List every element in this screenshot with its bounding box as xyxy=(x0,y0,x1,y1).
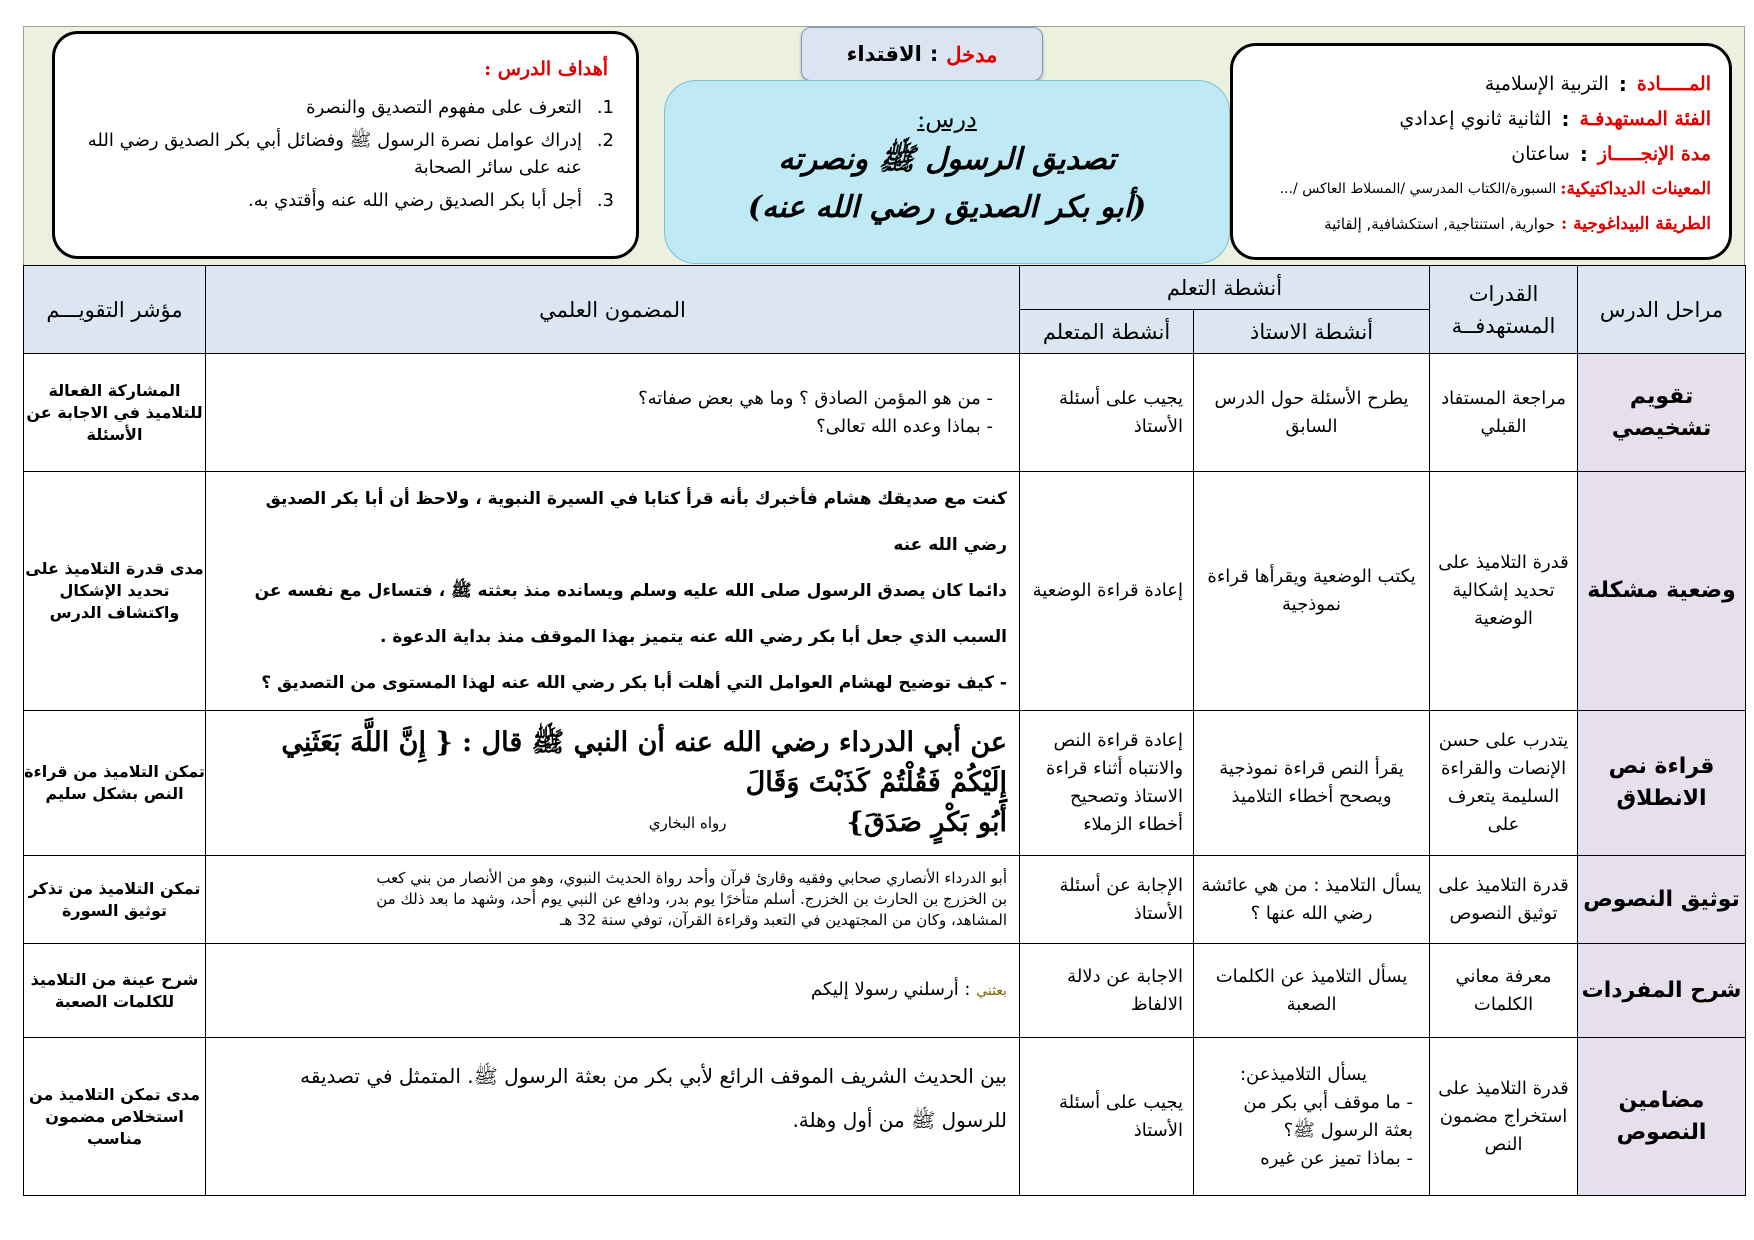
stage-cell: وضعية مشكلة xyxy=(1578,472,1746,711)
class-label: الفئة المستهدفـة xyxy=(1579,107,1711,130)
stage-cell: مضامين النصوص xyxy=(1578,1038,1746,1196)
header-learner: أنشطة المتعلم xyxy=(1020,310,1194,354)
evaluation-cell: شرح عينة من التلاميذ للكلمات الصعبة xyxy=(24,944,206,1038)
table-row xyxy=(24,354,1746,472)
header-content: المضمون العلمي xyxy=(206,266,1020,354)
info-method xyxy=(1243,206,1711,241)
goal-item: 2. إدراك عوامل نصرة الرسول ﷺ وفضائل أبي بكر الصديق رضي الله عنه على سائر الصحابة xyxy=(87,130,614,178)
stage-cell: توثيق النصوص xyxy=(1578,856,1746,944)
lesson-title: تصديق الرسول ﷺ ونصرته xyxy=(778,142,1116,177)
goal-item: 1. التعرف على مفهوم التصديق والنصرة xyxy=(306,97,614,118)
skill-cell: معرفة معاني الكلمات xyxy=(1430,944,1578,1038)
goal-item: 3. أجل أبا بكر الصديق رضي الله عنه وأقتدي به. xyxy=(247,190,614,211)
header-evaluation: مؤشر التقويـــم xyxy=(24,266,206,354)
header-stages: مراحل الدرس xyxy=(1578,266,1746,354)
axis-value: الاقتداء xyxy=(846,42,922,66)
hadith-text: عن أبي الدرداء رضي الله عنه أن النبي ﷺ قال : { إِنَّ اللَّهَ بَعَثَنِي إِلَيْكُمْ فَقُلْتُمْ كَذَبْتَ وَقَالَ xyxy=(281,727,1007,798)
axis-label: مدخل xyxy=(946,41,998,67)
lesson-info-box xyxy=(1230,43,1732,260)
teacher-cell: يقرأ النص قراءة نموذجية ويصحح أخطاء التلاميذ xyxy=(1194,711,1430,856)
subject-label: المـــــادة xyxy=(1636,72,1711,95)
info-class: الفئة المستهدفـة : الثانية ثانوي إعدادي xyxy=(1399,106,1711,131)
content-cell: كنت مع صديقك هشام فأخبرك بأنه قرأ كتابا في السيرة النبوية ، ولاحظ أن أبا بكر الصديق رضي الله عنه دائما كان يصدق الرسول صلى الله عليه وسلم ويسانده منذ بعثته ﷺ ، فتساءل مع نفسه عن السبب الذي جعل أبا بكر رضي الله عنه يتميز بهذا الموقف منذ بداية الدعوة . - كيف توضيح لهشام العوامل التي أهلت أبا بكر رضي الله عنه لهذا المستوى من التصديق ؟ xyxy=(206,472,1020,711)
learner-cell: إعادة قراءة الوضعية xyxy=(1020,472,1194,711)
header-teacher: أنشطة الاستاذ xyxy=(1194,310,1430,354)
evaluation-cell: مدى قدرة التلاميذ على تحديد الإشكال واكتشاف الدرس xyxy=(24,472,206,711)
duration-label: مدة الإنجـــــاز xyxy=(1597,142,1711,165)
skill-cell: قدرة التلاميذ على تحديد إشكالية الوضعية xyxy=(1430,472,1578,711)
hadith-narrator: رواه البخاري xyxy=(648,814,727,832)
header-activities: أنشطة التعلم xyxy=(1020,266,1430,310)
stage-cell: تقويم تشخيصي xyxy=(1578,354,1746,472)
evaluation-cell: تمكن التلاميذ من تذكر توثيق السورة xyxy=(24,856,206,944)
method-value: حوارية, استنتاجية, استكشافية, إلقائية xyxy=(1324,214,1555,233)
teacher-cell: يكتب الوضعية ويقرأها قراءة نموذجية xyxy=(1194,472,1430,711)
skill-cell: مراجعة المستفاد القبلي xyxy=(1430,354,1578,472)
duration-value: ساعتان xyxy=(1511,142,1570,165)
lesson-title-box xyxy=(664,80,1230,264)
content-cell: - من هو المؤمن الصادق ؟ وما هي بعض صفاته؟ - بماذا وعده الله تعالى؟ xyxy=(206,354,1020,472)
table-row xyxy=(24,944,1746,1038)
learner-cell: الاجابة عن دلالة الالفاظ xyxy=(1020,944,1194,1038)
learner-cell: إعادة قراءة النص والانتباه أثناء قراءة الاستاذ وتصحيح أخطاء الزملاء xyxy=(1020,711,1194,856)
info-duration: مدة الإنجـــــاز : ساعتان xyxy=(1511,141,1711,166)
evaluation-cell: تمكن التلاميذ من قراءة النص بشكل سليم xyxy=(24,711,206,856)
learner-cell: الإجابة عن أسئلة الأستاذ xyxy=(1020,856,1194,944)
evaluation-cell: مدى تمكن التلاميذ من استخلاص مضمون مناسب xyxy=(24,1038,206,1196)
lesson-header xyxy=(23,26,1745,266)
info-resources xyxy=(1243,171,1711,206)
teacher-cell: يسأل التلاميذ عن الكلمات الصعبة xyxy=(1194,944,1430,1038)
teacher-cell: يسأل التلاميذعن: - ما موقف أبي بكر من بعثة الرسول ﷺ؟ - بماذا تميز عن غيره xyxy=(1194,1038,1430,1196)
method-label: الطريقة البيداغوجية : xyxy=(1560,213,1711,234)
subject-value: التربية الإسلامية xyxy=(1484,72,1609,95)
lesson-subtitle: (أبو بكر الصديق رضي الله عنه) xyxy=(747,190,1147,225)
lesson-label: درس: xyxy=(917,105,977,133)
resources-label: المعينات الديداكتيكية: xyxy=(1560,178,1711,199)
teacher-cell: يطرح الأسئلة حول الدرس السابق xyxy=(1194,354,1430,472)
content-cell xyxy=(206,711,1020,856)
skill-cell: قدرة التلاميذ على توثيق النصوص xyxy=(1430,856,1578,944)
content-cell xyxy=(206,944,1020,1038)
learner-cell: يجيب على أسئلة الأستاذ xyxy=(1020,1038,1194,1196)
table-row xyxy=(24,856,1746,944)
learner-cell: يجيب على أسئلة الأستاذ xyxy=(1020,354,1194,472)
goals-title: أهداف الدرس : xyxy=(484,58,608,80)
info-subject: المـــــادة : التربية الإسلامية xyxy=(1484,71,1711,96)
stage-cell: قراءة نص الانطلاق xyxy=(1578,711,1746,856)
content-cell: أبو الدرداء الأنصاري صحابي وفقيه وقارئ قرآن وأحد رواة الحديث النبوي، وهو من الأنصار من بني كعب بن الخزرج بن الحارث بن الخزرج. أسلم متأخرًا يوم بدر، ودافع عن النبي يوم أحد، وشهد ما بعد ذلك من المشاهد، وكان من المجتهدين في التعبد وقراءة القرآن، توفي سنة 32 هـ xyxy=(206,856,1020,944)
resources-value: السبورة/الكتاب المدرسي /المسلاط العاكس /... xyxy=(1279,180,1557,197)
header-skills: القدرات المستهدفــة xyxy=(1430,266,1578,354)
stage-cell: شرح المفردات xyxy=(1578,944,1746,1038)
hadith-text: أَبُو بَكْرٍ صَدَقَ} xyxy=(846,807,1007,838)
content-cell: بين الحديث الشريف الموقف الرائع لأبي بكر من بعثة الرسول ﷺ. المتمثل في تصديقه للرسول ﷺ من أول وهلة. xyxy=(206,1038,1020,1196)
table-row xyxy=(24,1038,1746,1196)
teacher-cell: يسأل التلاميذ : من هي عائشة رضي الله عنها ؟ xyxy=(1194,856,1430,944)
lesson-plan-table xyxy=(23,265,1746,1196)
vocab-word: بعثني xyxy=(976,983,1007,999)
table-row xyxy=(24,472,1746,711)
lesson-goals-box xyxy=(52,31,639,259)
skill-cell: يتدرب على حسن الإنصات والقراءة السليمة يتعرف على xyxy=(1430,711,1578,856)
evaluation-cell: المشاركة الفعالة للتلاميذ في الاجابة عن الأسئلة xyxy=(24,354,206,472)
skill-cell: قدرة التلاميذ على استخراج مضمون النص xyxy=(1430,1038,1578,1196)
class-value: الثانية ثانوي إعدادي xyxy=(1399,107,1552,130)
vocab-meaning: : أرسلني رسولا إليكم xyxy=(810,979,971,1000)
table-row xyxy=(24,711,1746,856)
axis-box: مدخل : الاقتداء xyxy=(801,27,1043,81)
